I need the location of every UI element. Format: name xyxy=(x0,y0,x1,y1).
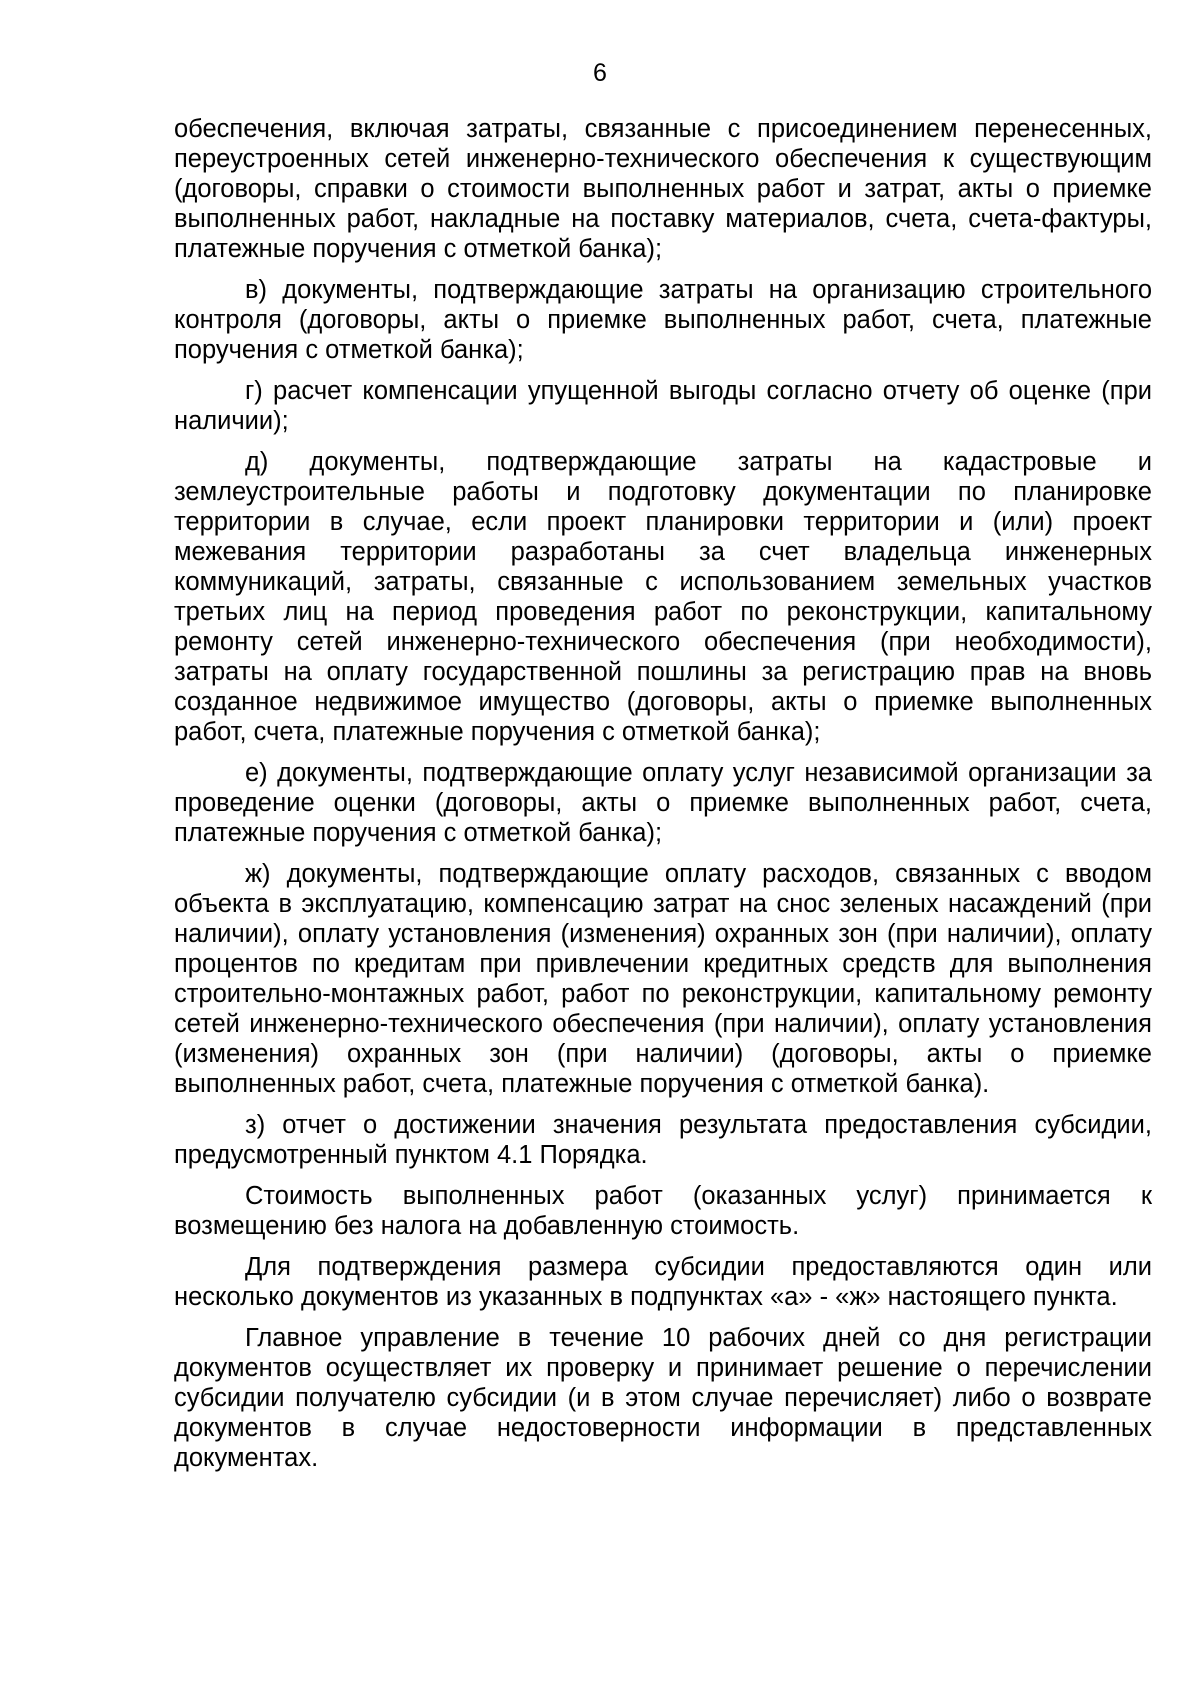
paragraph-item-zh: ж) документы, подтверждающие оплату расходов, связанных с вводом объекта в эксплуатацию, компенсацию затрат на снос зеленых насаждений (при наличии), оплату установления (изменения) охранных зон (при наличии), оплату процентов по кредитам при привлечении кредитных средств для выполнения строительно-монтажных работ, работ по реконструкции, капитальному ремонту сетей инженерно-технического обеспечения (при наличии), оплату установления (изменения) охранных зон (при наличии) (договоры, акты о приемке выполненных работ, счета, платежные поручения с отметкой банка). xyxy=(174,860,1152,1098)
paragraph-item-e: е) документы, подтверждающие оплату услуг независимой организации за проведение оценки (договоры, акты о приемке выполненных работ, счета, платежные поручения с отметкой банка); xyxy=(174,759,1152,847)
paragraph-item-g: г) расчет компенсации упущенной выгоды согласно отчету об оценке (при наличии); xyxy=(174,377,1152,435)
paragraph-cost-note: Стоимость выполненных работ (оказанных услуг) принимается к возмещению без налога на добавленную стоимость. xyxy=(174,1182,1152,1240)
paragraph-continuation: обеспечения, включая затраты, связанные с присоединением перенесенных, переустроенных сетей инженерно-технического обеспечения к существующим (договоры, справки о стоимости выполненных работ и затрат, акты о приемке выполненных работ, накладные на поставку материалов, счета, счета-фактуры, платежные поручения с отметкой банка); xyxy=(174,115,1152,263)
paragraph-item-d: д) документы, подтверждающие затраты на кадастровые и землеустроительные работы и подготовку документации по планировке территории в случае, если проект планировки территории и (или) проект межевания территории разработаны за счет владельца инженерных коммуникаций, затраты, связанные с использованием земельных участков третьих лиц на период проведения работ по реконструкции, капитальному ремонту сетей инженерно-технического обеспечения (при необходимости), затраты на оплату государственной пошлины за регистрацию прав на вновь созданное недвижимое имущество (договоры, акты о приемке выполненных работ, счета, платежные поручения с отметкой банка); xyxy=(174,448,1152,746)
paragraph-item-z: з) отчет о достижении значения результата предоставления субсидии, предусмотренный пунктом 4.1 Порядка. xyxy=(174,1111,1152,1169)
paragraph-confirmation: Для подтверждения размера субсидии предоставляются один или несколько документов из указанных в подпунктах «а» - «ж» настоящего пункта. xyxy=(174,1253,1152,1311)
page-number: 6 xyxy=(593,59,607,87)
document-body xyxy=(174,114,1152,1473)
paragraph-item-v: в) документы, подтверждающие затраты на организацию строительного контроля (договоры, акты о приемке выполненных работ, счета, платежные поручения с отметкой банка); xyxy=(174,276,1152,364)
paragraph-main-directorate: Главное управление в течение 10 рабочих дней со дня регистрации документов осуществляет их проверку и принимает решение о перечислении субсидии получателю субсидии (и в этом случае перечисляет) либо о возврате документов в случае недостоверности информации в представленных документах. xyxy=(174,1324,1152,1472)
